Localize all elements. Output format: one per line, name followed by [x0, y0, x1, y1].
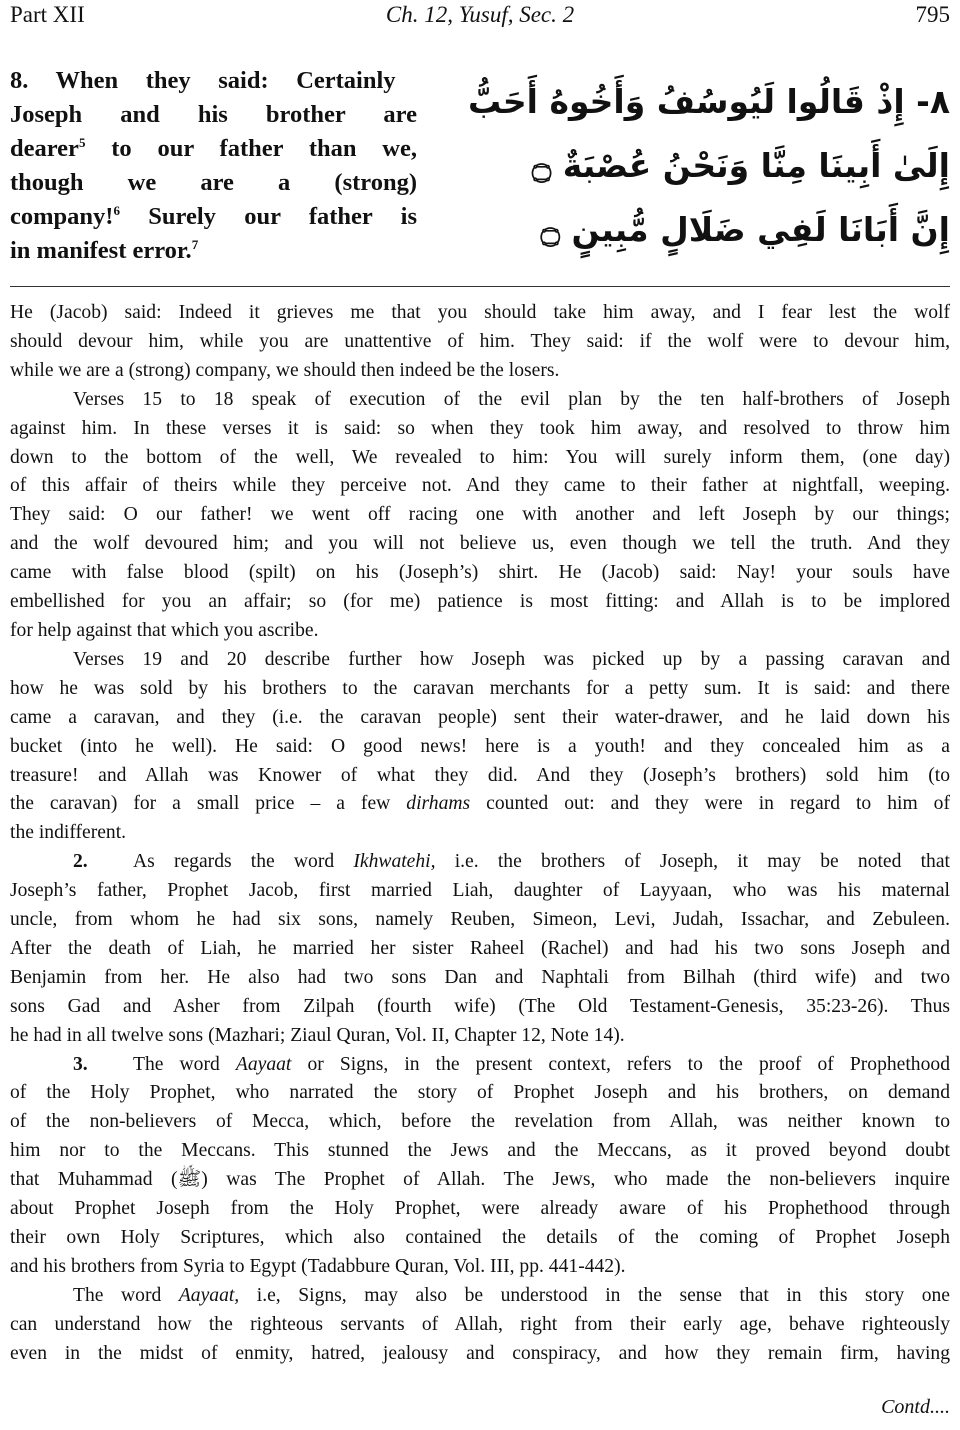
text-line	[10, 1224, 951, 1253]
commentary-body	[10, 299, 951, 1369]
paragraph	[10, 386, 951, 646]
verse-translation	[10, 64, 418, 268]
text-segment: to our father than we,	[85, 135, 417, 162]
text-line	[10, 1166, 951, 1195]
text-line	[10, 501, 951, 530]
text-segment: i.e, Signs, may also be understood in the sense that in this story one	[239, 1284, 950, 1306]
arabic-verse	[467, 70, 950, 262]
page-number: 795	[915, 2, 950, 27]
text-line	[10, 588, 951, 617]
text-line	[10, 299, 951, 328]
text-segment: the indifferent.	[10, 822, 127, 844]
text-line	[10, 444, 951, 473]
text-segment: how he was sold by his brothers to the caravan merchants for a petty sum. It is said: and there	[10, 677, 950, 699]
paragraph	[10, 646, 951, 848]
continued-label: Contd....	[881, 1396, 950, 1418]
text-segment: came a caravan, and they (i.e. the caravan people) sent their water-drawer, and he laid down his	[10, 706, 950, 728]
text-segment: Benjamin from her. He also had two sons Dan and Naphtali from Bilhah (third wife) and two	[10, 966, 950, 988]
text-segment: in manifest error.	[10, 237, 192, 264]
footnote-ref: 7	[191, 236, 199, 252]
arabic-line: ٨- إِذْ قَالُوا لَيُوسُفُ وَأَخُوهُ أَحَبُّ	[467, 82, 950, 121]
text-line	[10, 935, 951, 964]
text-segment: embellished for you an affair; so (for me) patience is most fitting: and Allah is to be implored	[10, 591, 950, 613]
text-segment: about Prophet Joseph from the Holy Prophet, were already aware of his Prophethood through	[10, 1198, 950, 1220]
text-line	[10, 200, 418, 234]
text-line	[10, 472, 951, 501]
text-line	[10, 646, 951, 675]
italic-term: Aayaat,	[178, 1284, 240, 1306]
text-line	[10, 1137, 951, 1166]
text-segment: for help against that which you ascribe.	[10, 619, 319, 641]
part-label: Part XII	[10, 2, 85, 27]
text-segment: the caravan) for a small price – a few	[10, 793, 407, 815]
text-line	[10, 415, 951, 444]
text-line	[10, 704, 951, 733]
text-line	[10, 848, 951, 877]
text-segment: treasure! and Allah was Knower of what they did. And they (Joseph’s brothers) sold him (to	[10, 764, 950, 786]
text-line	[10, 877, 951, 906]
divider	[10, 286, 950, 287]
text-segment: counted out: and they were in regard to him of	[470, 793, 950, 815]
text-segment: After the death of Liah, he married her sister Raheel (Rachel) and had his two sons Joseph and	[10, 937, 950, 959]
chapter-heading: Ch. 12, Yusuf, Sec. 2	[385, 2, 575, 27]
footnote-ref: 6	[113, 202, 120, 218]
text-segment: should devour him, while you are unattentive of him. They said: if the wolf were to devour him,	[10, 330, 950, 352]
text-segment: Verses 19 and 20 describe further how Joseph was picked up by a passing caravan and	[73, 648, 950, 670]
text-line	[10, 1253, 951, 1282]
text-line	[10, 328, 951, 357]
text-segment: him nor to the Meccans. This stunned the Jews and the Meccans, as it proved beyond doubt	[10, 1140, 950, 1162]
text-segment: uncle, from whom he had six sons, namely Reuben, Simeon, Levi, Judah, Issachar, and Zebuleen.	[10, 909, 950, 931]
text-segment: They said: O our father! we went off racing one with another and left Joseph by our things;	[10, 504, 950, 526]
text-segment: even in the midst of enmity, hatred, jealousy and conspiracy, and how they remain firm, having	[10, 1342, 950, 1364]
text-line	[10, 1340, 951, 1369]
text-line	[10, 675, 951, 704]
text-line	[10, 132, 418, 166]
arabic-line: إِلَىٰ أَبِينَا مِنَّا وَنَحْنُ عُصْبَةٌ ۝	[531, 146, 950, 185]
footnote-ref: 5	[78, 134, 86, 150]
text-segment: their own Holy Scriptures, which also contained the details of the coming of Prophet Joseph	[10, 1227, 950, 1248]
text-segment: dearer	[10, 135, 79, 162]
text-line	[10, 906, 951, 935]
text-segment: came with false blood (spilt) on his (Joseph’s) shirt. He (Jacob) said: Nay! your souls have	[10, 562, 950, 584]
note-number: 2.	[73, 851, 88, 873]
text-segment: sons Gad and Asher from Zilpah (fourth wife) (The Old Testament-Genesis, 35:23-26). Thus	[10, 995, 950, 1017]
text-segment: of the Holy Prophet, who narrated the story of Prophet Joseph and his brothers, on demand	[10, 1082, 950, 1104]
paragraph	[10, 299, 951, 386]
text-segment: down to the bottom of the well, We revealed to him: You will surely inform them, (one day)	[10, 446, 950, 468]
arabic-line: إِنَّ أَبَانَا لَفِي ضَلَالٍ مُّبِينٍ ۝	[540, 210, 950, 249]
text-line	[10, 1079, 951, 1108]
text-segment: of the non-believers of Mecca, which, before the revelation from Allah, was neither known to	[10, 1111, 950, 1133]
paragraph	[10, 1051, 951, 1282]
text-segment: of this affair of theirs while they perceive not. And they came to their father at nightfall, weeping.	[10, 475, 950, 497]
text-segment: Surely our father is	[119, 203, 417, 230]
text-line	[10, 1051, 951, 1080]
text-segment: though we are a (strong)	[10, 169, 417, 196]
text-line	[10, 166, 418, 200]
paragraph	[10, 848, 951, 1050]
text-line	[10, 386, 951, 415]
text-segment: he had in all twelve sons (Mazhari; Ziaul Quran, Vol. II, Chapter 12, Note 14).	[10, 1024, 625, 1046]
text-line	[10, 733, 951, 762]
text-segment: Verses 15 to 18 speak of execution of the evil plan by the ten half-brothers of Joseph	[73, 388, 950, 410]
text-segment: and his brothers from Syria to Egypt (Tadabbure Quran, Vol. III, pp. 441-442).	[10, 1255, 626, 1277]
note-number: 3.	[73, 1053, 88, 1075]
text-segment: The word	[133, 1053, 236, 1075]
text-segment: 8. When they said: Certainly	[10, 67, 396, 94]
text-line	[10, 762, 951, 791]
text-segment: while we are a (strong) company, we should then indeed be the losers.	[10, 359, 560, 381]
text-line	[10, 819, 951, 848]
text-line	[10, 1195, 951, 1224]
text-segment: company!	[10, 203, 114, 230]
italic-term: dirhams	[406, 793, 471, 815]
text-line	[10, 530, 951, 559]
text-segment: The word	[73, 1284, 179, 1306]
text-segment: that Muhammad (ﷺ) was The Prophet of Allah. The Jews, who made the non-believers inquire	[10, 1169, 950, 1191]
italic-term: Ikhwatehi,	[353, 851, 436, 873]
paragraph	[10, 1282, 951, 1369]
text-segment: against him. In these verses it is said: so when they took him away, and resolved to throw him	[10, 417, 950, 439]
text-segment: As regards the word	[133, 851, 354, 873]
text-line	[10, 64, 418, 98]
text-segment: Joseph’s father, Prophet Jacob, first married Liah, daughter of Layyaan, who was his maternal	[10, 880, 950, 902]
text-segment: bucket (into he well). He said: O good news! here is a youth! and they concealed him as a	[10, 735, 950, 757]
text-line	[10, 617, 951, 646]
text-line	[10, 1022, 951, 1051]
text-line	[10, 98, 418, 132]
text-segment: can understand how the righteous servants of Allah, right from their early age, behave righteously	[10, 1313, 950, 1335]
text-line	[10, 964, 951, 993]
text-segment: He (Jacob) said: Indeed it grieves me that you should take him away, and I fear lest the wolf	[10, 302, 950, 323]
text-line	[10, 357, 951, 386]
text-line	[10, 234, 418, 268]
text-line	[10, 790, 951, 819]
text-segment: Joseph and his brother are	[10, 101, 417, 128]
text-segment: i.e. the brothers of Joseph, it may be noted that	[435, 851, 950, 873]
text-line	[10, 1108, 951, 1137]
text-segment: or Signs, in the present context, refers to the proof of Prophethood	[291, 1053, 950, 1075]
italic-term: Aayaat	[235, 1053, 292, 1075]
text-line	[10, 559, 951, 588]
text-line	[10, 993, 951, 1022]
text-line	[10, 1311, 951, 1340]
text-segment: and the wolf devoured him; and you will not believe us, even though we tell the truth. And they	[10, 533, 950, 555]
text-line	[10, 1282, 951, 1311]
